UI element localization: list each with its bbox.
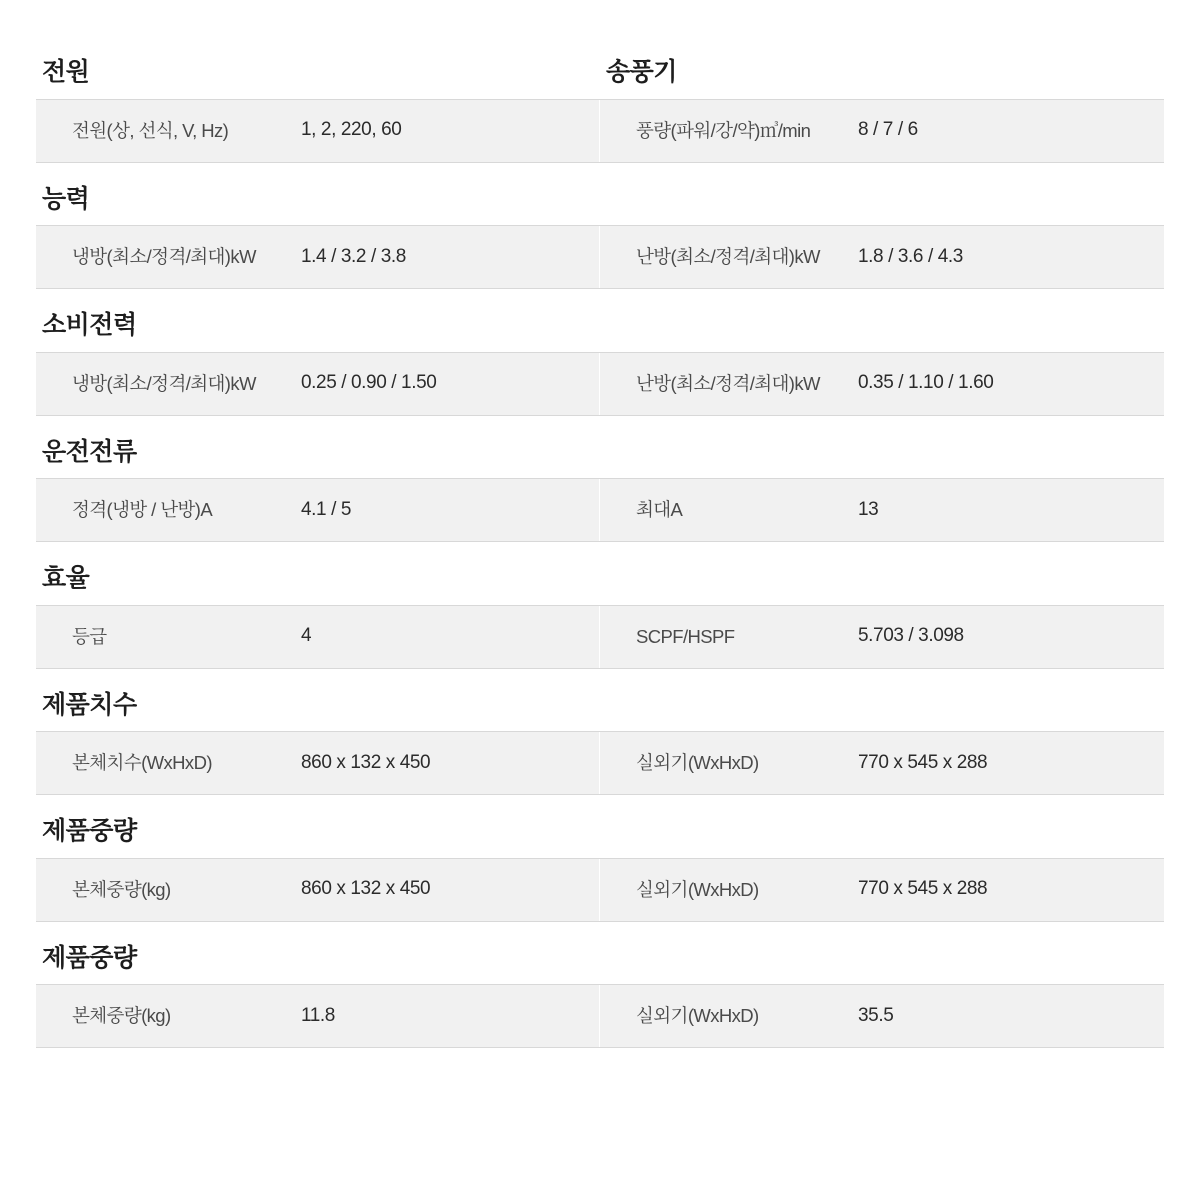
table-row <box>36 605 1164 669</box>
spec-group-capacity <box>36 163 1164 290</box>
spec-label: 난방(최소/정격/최대)kW <box>636 246 820 268</box>
spec-cell-body-weight-1 <box>36 859 600 921</box>
spec-value: 0.25 / 0.90 / 1.50 <box>301 372 437 394</box>
group-title-power-consumption: 소비전력 <box>42 311 137 339</box>
spec-cell-grade <box>36 606 600 668</box>
spec-label: 전원(상, 선식, V, Hz) <box>72 119 229 141</box>
spec-label: 실외기(WxHxD) <box>636 878 759 900</box>
spec-cell-body-dimensions <box>36 732 600 794</box>
spec-label: 본체중량(kg) <box>72 1005 171 1027</box>
spec-group-current <box>36 416 1164 543</box>
spec-label: 정격(냉방 / 난방)A <box>72 499 213 521</box>
spec-cell-body-weight-2 <box>36 985 600 1047</box>
spec-value: 860 x 132 x 450 <box>301 751 431 773</box>
spec-value: 5.703 / 3.098 <box>858 625 964 647</box>
table-row <box>36 225 1164 289</box>
spec-cell-max-current <box>600 479 1164 541</box>
group-title-efficiency: 효율 <box>42 564 90 592</box>
spec-label: SCPF/HSPF <box>636 625 735 647</box>
spec-cell-cooling-capacity <box>36 226 600 288</box>
table-row <box>36 352 1164 416</box>
spec-value: 0.35 / 1.10 / 1.60 <box>858 372 994 394</box>
table-row <box>36 858 1164 922</box>
spec-label: 실외기(WxHxD) <box>636 1005 759 1027</box>
table-row <box>36 99 1164 163</box>
spec-group-power <box>36 40 1164 163</box>
spec-label: 난방(최소/정격/최대)kW <box>636 372 820 394</box>
spec-cell-heating-consumption <box>600 353 1164 415</box>
spec-cell-outdoor-dimensions <box>600 732 1164 794</box>
spec-label: 본체치수(WxHxD) <box>72 752 212 774</box>
group-title-current: 운전전류 <box>42 437 137 466</box>
spec-label: 냉방(최소/정격/최대)kW <box>72 246 256 268</box>
spec-value: 1.4 / 3.2 / 3.8 <box>301 245 406 267</box>
spec-value: 1, 2, 220, 60 <box>301 119 402 141</box>
spec-value: 860 x 132 x 450 <box>301 878 431 900</box>
spec-value: 770 x 545 x 288 <box>858 751 988 773</box>
spec-cell-cooling-consumption <box>36 353 600 415</box>
spec-value: 11.8 <box>301 1004 335 1026</box>
spec-cell-outdoor-weight-2 <box>600 985 1164 1047</box>
spec-label: 실외기(WxHxD) <box>636 752 759 774</box>
spec-value: 35.5 <box>858 1004 894 1026</box>
spec-cell-power <box>36 100 600 162</box>
table-row <box>36 731 1164 795</box>
spec-label: 최대A <box>636 499 683 521</box>
spec-cell-outdoor-weight-1 <box>600 859 1164 921</box>
group-title-fan: 송풍기 <box>606 58 677 86</box>
spec-value: 1.8 / 3.6 / 4.3 <box>858 245 963 267</box>
spec-cell-heating-capacity <box>600 226 1164 288</box>
spec-group-weight-1 <box>36 795 1164 922</box>
group-title-capacity: 능력 <box>42 184 90 213</box>
spec-value: 770 x 545 x 288 <box>858 878 988 900</box>
spec-group-dimensions <box>36 669 1164 796</box>
spec-label: 냉방(최소/정격/최대)kW <box>72 372 256 394</box>
group-title-weight-1: 제품중량 <box>42 817 137 845</box>
group-title-power: 전원 <box>42 58 90 86</box>
spec-value: 13 <box>858 498 879 520</box>
table-row <box>36 478 1164 542</box>
spec-group-weight-2 <box>36 922 1164 1049</box>
group-title-dimensions: 제품치수 <box>42 690 137 719</box>
spec-cell-scpf-hspf <box>600 606 1164 668</box>
spec-value: 4 <box>301 625 312 647</box>
spec-label: 등급 <box>72 625 107 647</box>
group-title-weight-2: 제품중량 <box>42 943 137 972</box>
spec-value: 8 / 7 / 6 <box>858 119 918 141</box>
spec-value: 4.1 / 5 <box>301 498 352 520</box>
spec-group-power-consumption <box>36 289 1164 416</box>
spec-label: 본체중량(kg) <box>72 878 171 900</box>
table-row <box>36 984 1164 1048</box>
spec-cell-airflow <box>600 100 1164 162</box>
spec-cell-rated-current <box>36 479 600 541</box>
spec-label: 풍량(파워/강/약)㎥/min <box>636 119 811 141</box>
spec-group-efficiency <box>36 542 1164 669</box>
